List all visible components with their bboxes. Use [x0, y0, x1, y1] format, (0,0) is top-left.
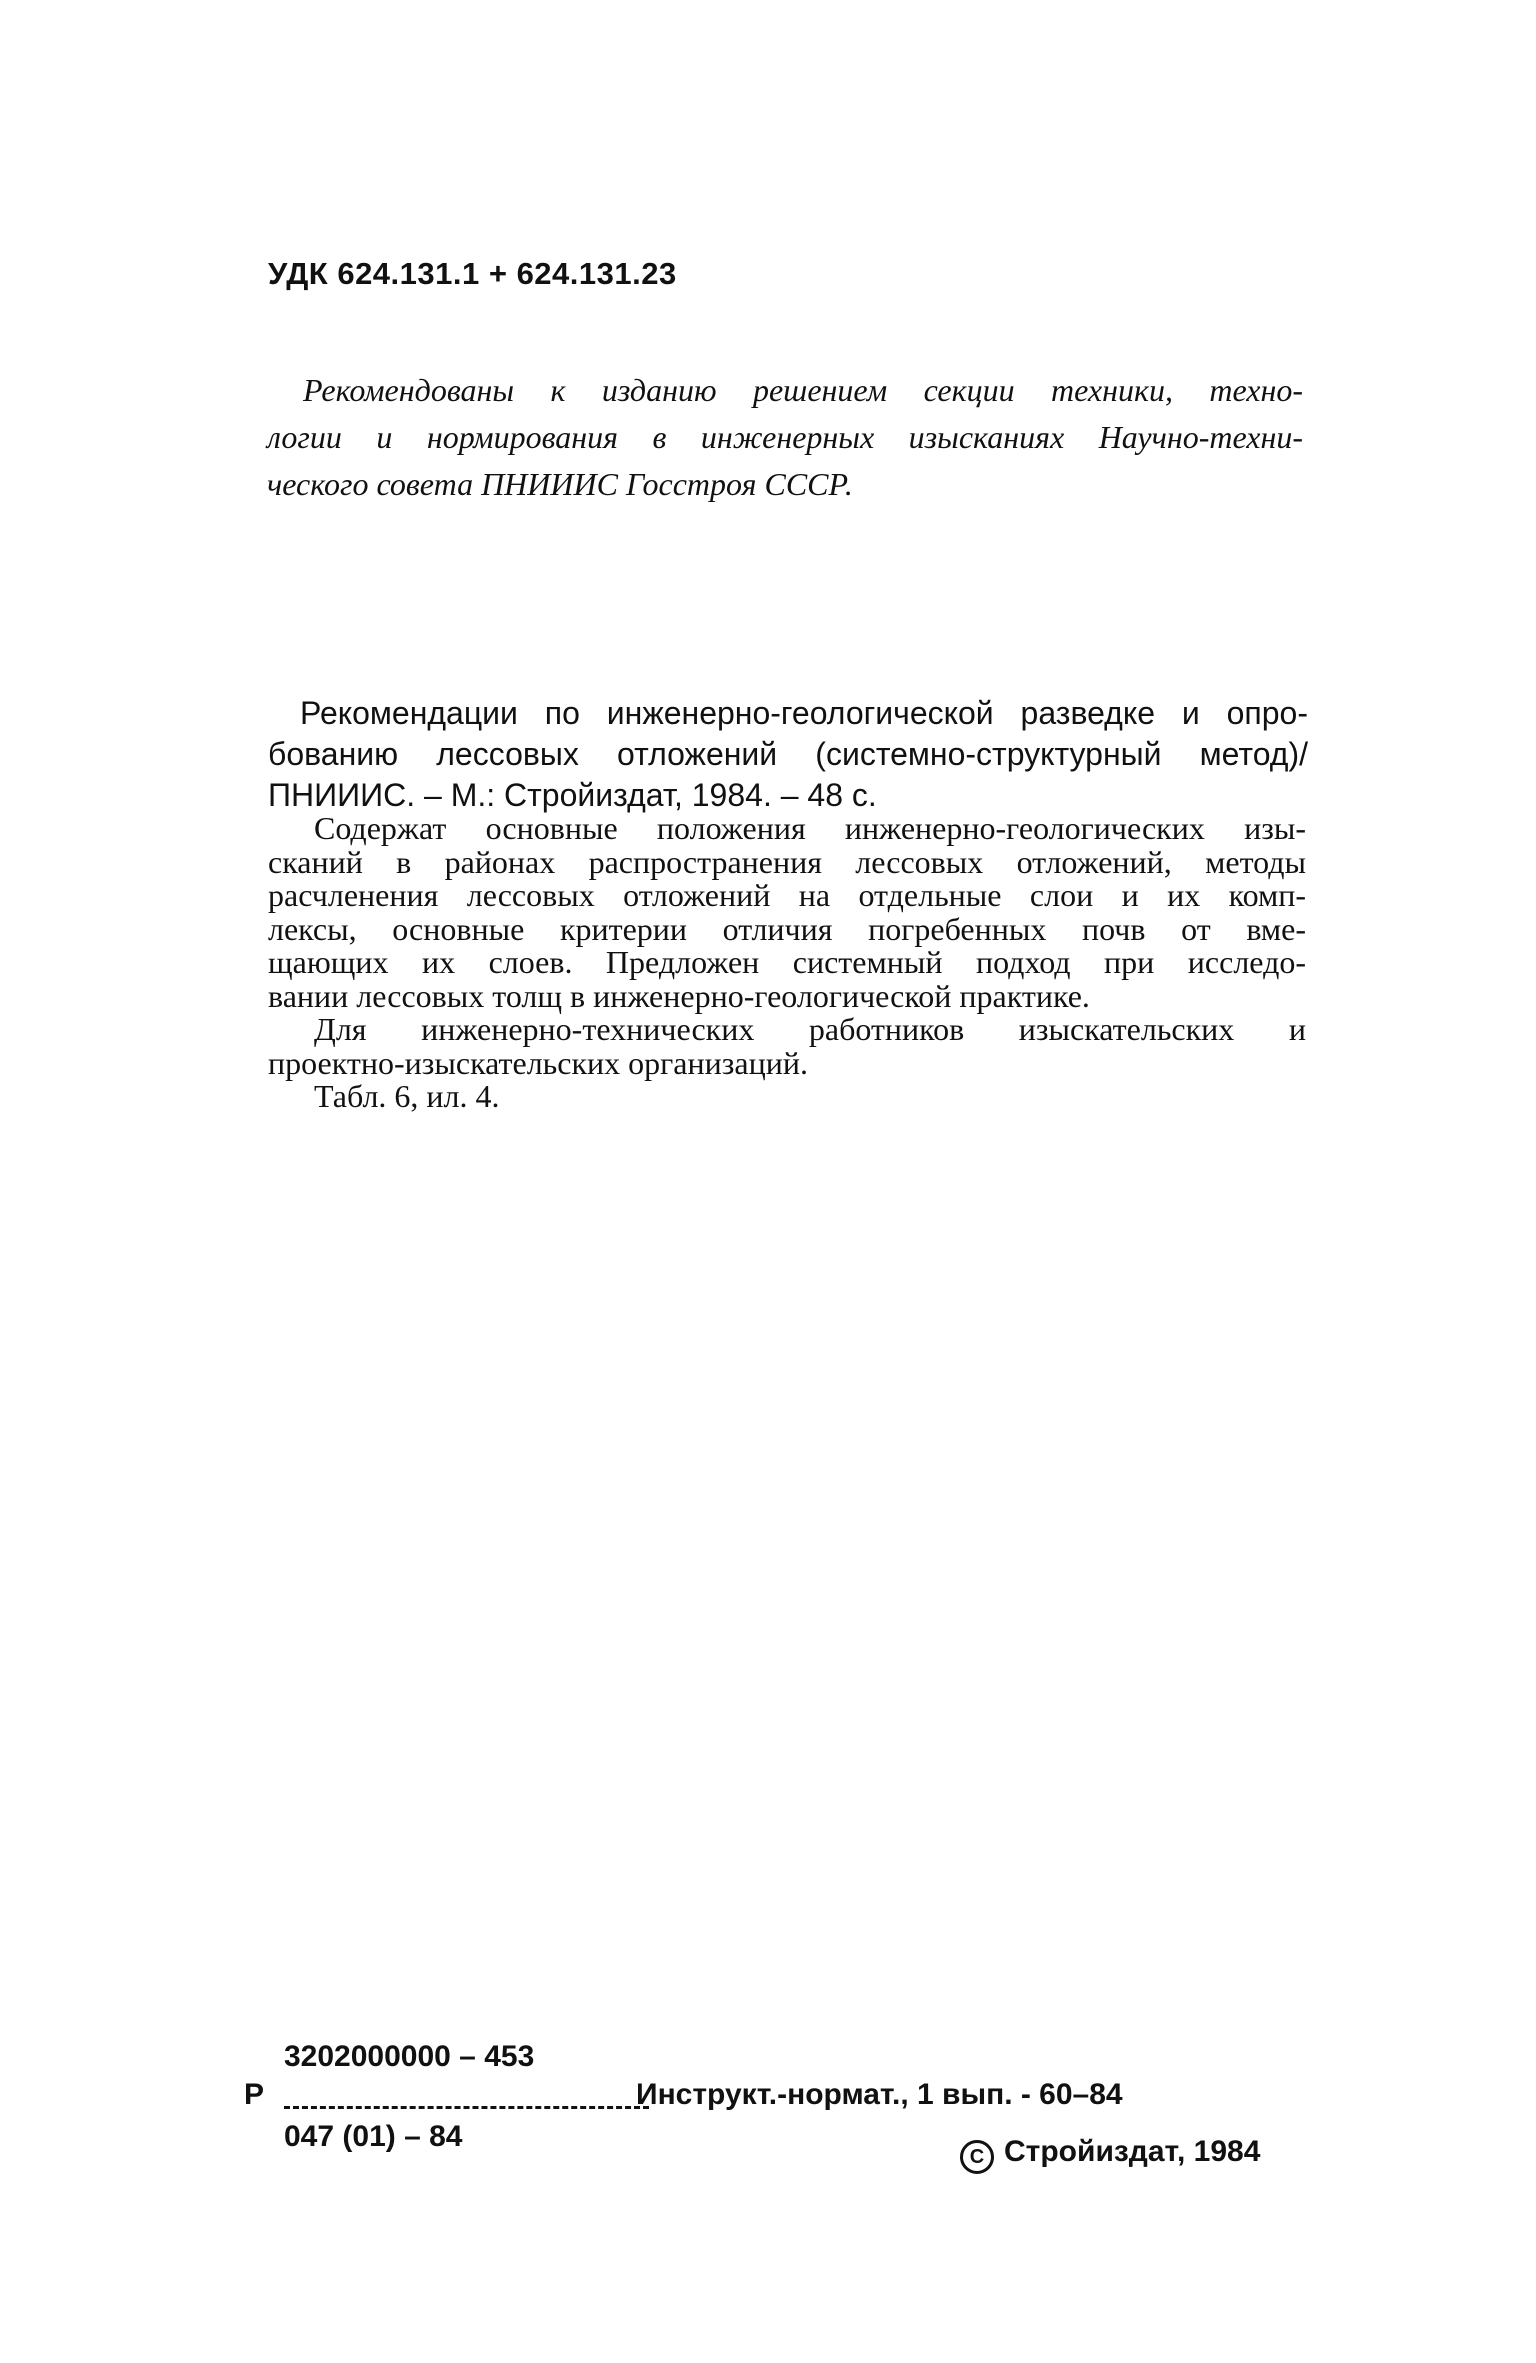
imprint-letter: Р — [244, 2078, 265, 2111]
abstract-line: лексы, основные критерии отличия погребенных почв от вме- — [268, 910, 1306, 947]
copyright-notice — [960, 2135, 1260, 2174]
abstract-line: сканий в районах распространения лессовых отложений, методы — [268, 843, 1306, 880]
imprint-divider — [284, 2106, 649, 2109]
recommendation-line: логии и нормирования в инженерных изысканиях Научно-техни- — [267, 419, 1303, 455]
recommendation-line: Рекомендованы к изданию решением секции техники, техно- — [303, 372, 1303, 408]
abstract-line: щающих их слоев. Предложен системный подход при исследо- — [268, 944, 1306, 980]
biblio-line: бованию лессовых отложений (системно-структурный метод)/ — [268, 736, 1308, 772]
abstract-line: проектно-изыскательских организаций. — [268, 1044, 808, 1081]
abstract-line: Содержат основные положения инженерно-геологических изы- — [314, 810, 1306, 846]
udk-code: УДК 624.131.1 + 624.131.23 — [268, 256, 677, 291]
abstract-line: вании лессовых толщ в инженерно-геологической практике. — [268, 977, 1090, 1014]
biblio-line: Рекомендации по инженерно-геологической разведке и опро- — [300, 695, 1308, 731]
imprint-number-bottom: 047 (01) – 84 — [284, 2120, 463, 2153]
abstract-line: Для инженерно-технических работников изыскательских и — [314, 1011, 1306, 1047]
imprint-number-top: 3202000000 – 453 — [284, 2040, 535, 2073]
bibliographic-description — [268, 693, 1308, 816]
abstract-line: расчленения лессовых отложений на отдельные слои и их комп- — [268, 877, 1306, 913]
recommendation-line: ческого совета ПНИИИС Госстроя СССР. — [267, 466, 853, 502]
biblio-line: ПНИИИС. – М.: Стройиздат, 1984. – 48 с. — [268, 777, 877, 813]
copyright-text: Стройиздат, 1984 — [1004, 2135, 1261, 2168]
imprint-publication-type: Инструкт.-нормат., 1 вып. - 60–84 — [636, 2078, 1123, 2111]
abstract-line: Табл. 6, ил. 4. — [314, 1078, 500, 1114]
copyright-icon: C — [960, 2140, 994, 2174]
abstract — [268, 812, 1306, 1114]
publication-recommendation — [267, 367, 1303, 508]
